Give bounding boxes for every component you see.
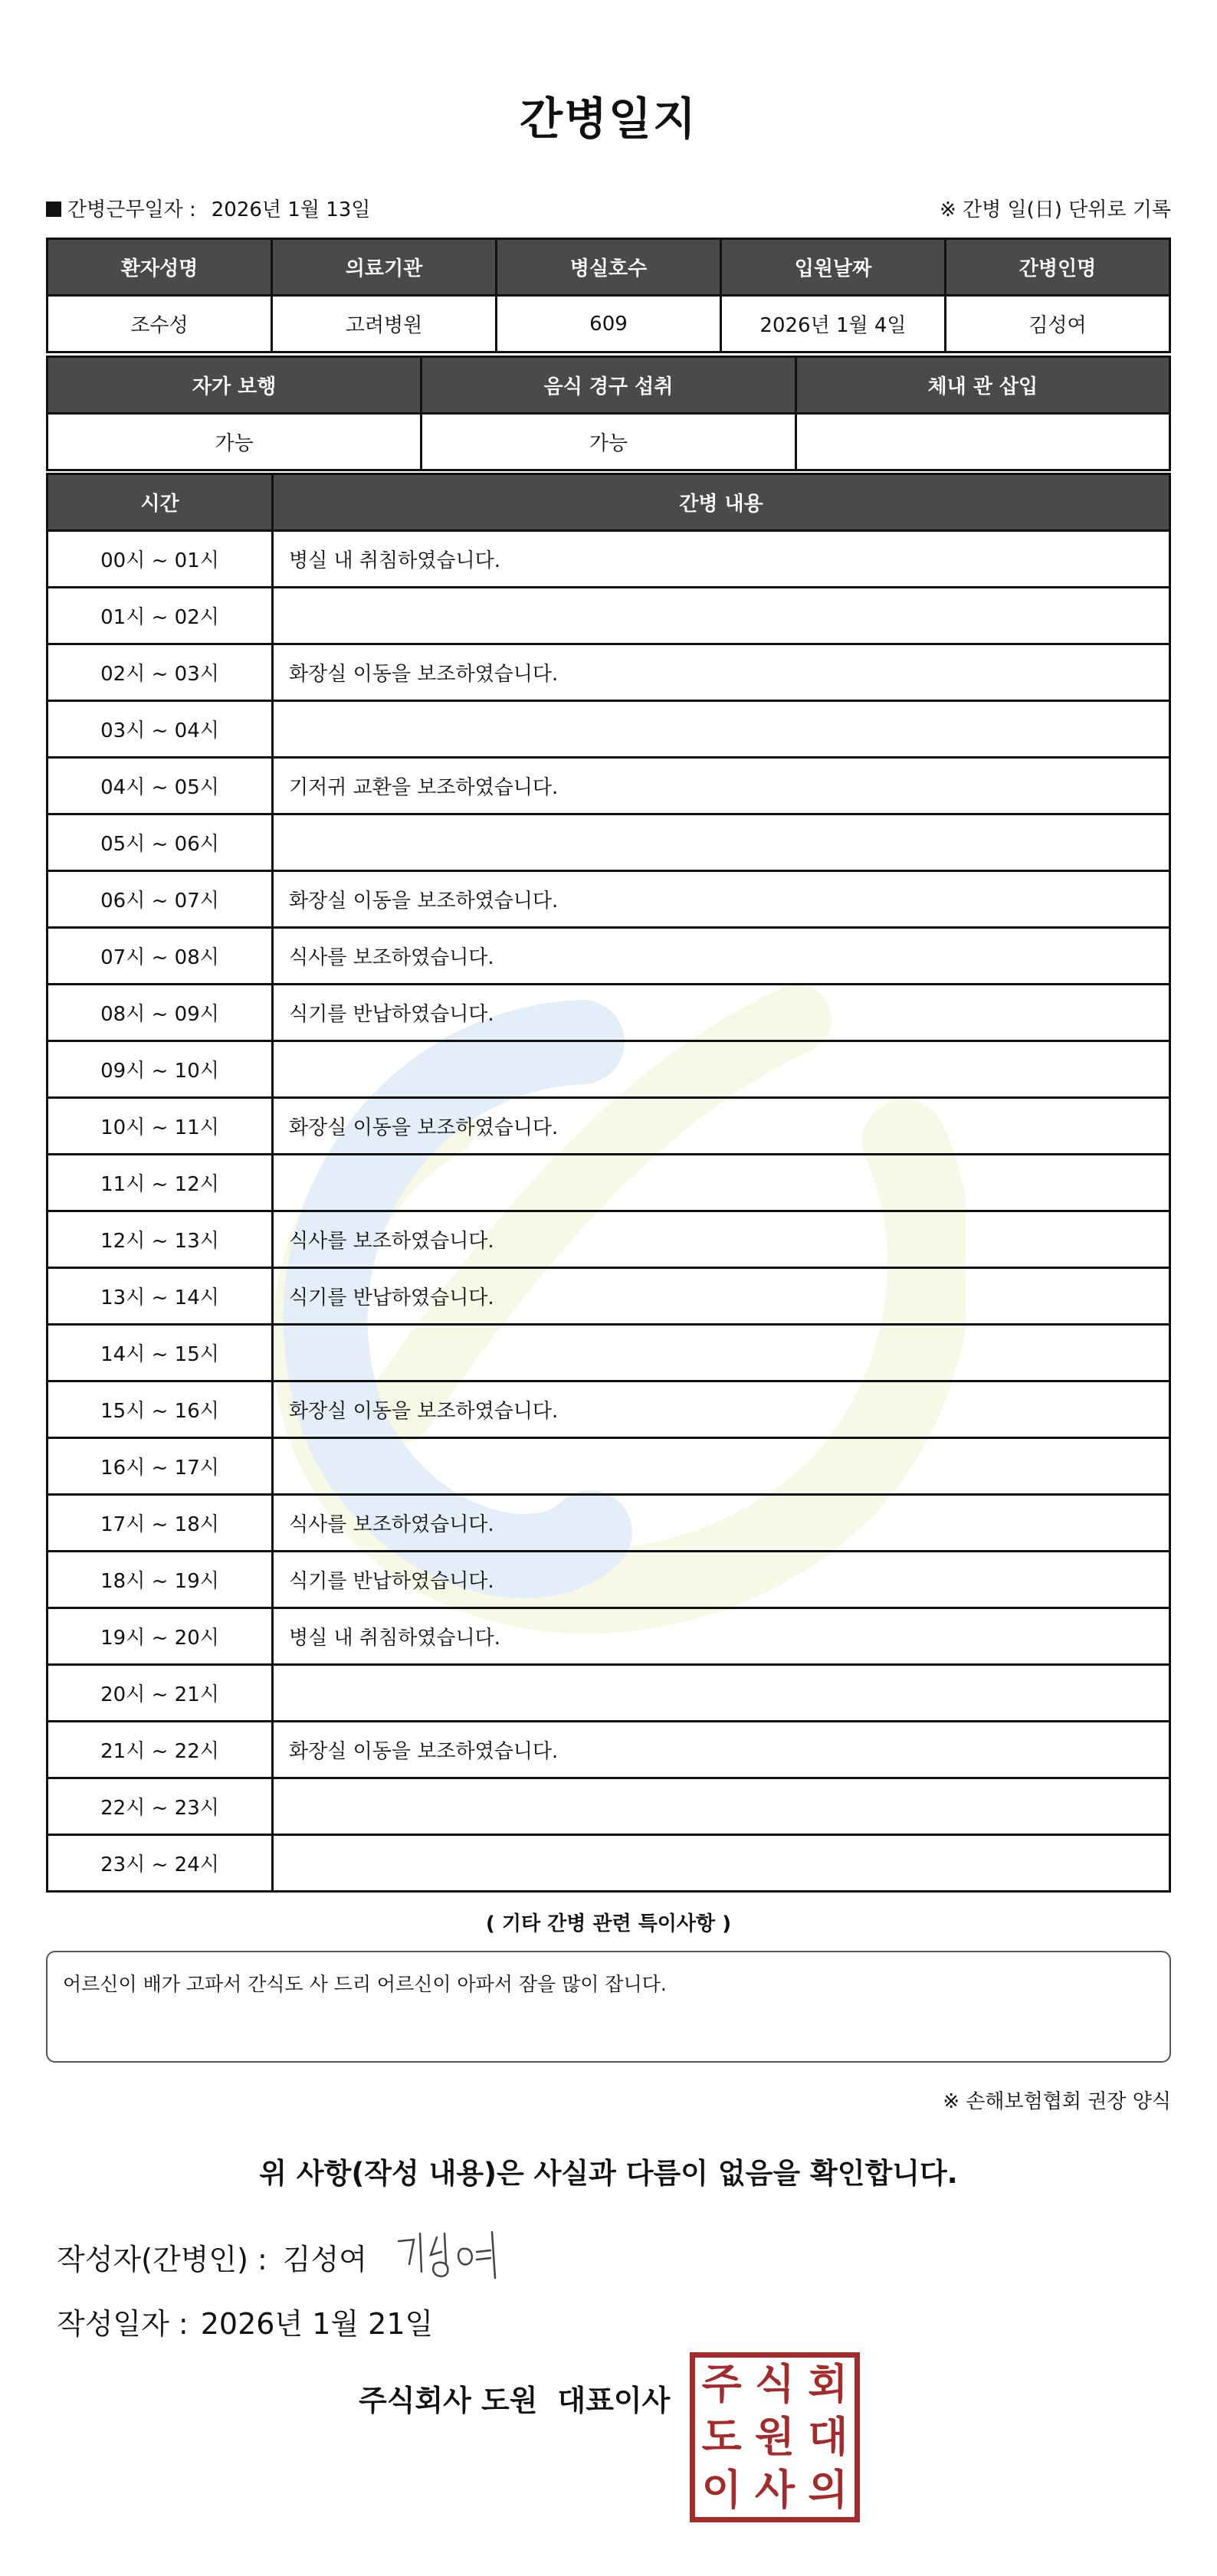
table-row <box>48 1325 1170 1381</box>
table-row <box>48 1835 1170 1892</box>
log-time-cell: 17시 ~ 18시 <box>48 1495 273 1552</box>
table-header-row <box>48 357 1170 414</box>
company-ceo-title: 대표이사 <box>557 2384 671 2417</box>
table-row <box>48 1381 1170 1438</box>
seal-character: 도 <box>701 2412 742 2461</box>
log-content-cell <box>273 814 1170 871</box>
patient-info-table <box>46 238 1171 353</box>
table-row <box>48 1722 1170 1778</box>
header-tube-insertion: 체내 관 삽입 <box>795 357 1169 414</box>
log-content-cell <box>273 1155 1170 1211</box>
table-row <box>48 414 1170 470</box>
table-row <box>48 1608 1170 1665</box>
table-row <box>48 1211 1170 1268</box>
header-care-content: 간병 내용 <box>273 474 1170 531</box>
table-row <box>48 758 1170 814</box>
log-time-cell: 00시 ~ 01시 <box>48 531 273 588</box>
log-time-cell: 23시 ~ 24시 <box>48 1835 273 1892</box>
log-time-cell: 18시 ~ 19시 <box>48 1552 273 1608</box>
confirmation-statement: 위 사항(작성 내용)은 사실과 다름이 없음을 확인합니다. <box>259 2157 958 2190</box>
log-content-cell: 화장실 이동을 보조하였습니다. <box>273 1381 1170 1438</box>
table-header-row <box>48 239 1170 296</box>
log-content-cell <box>273 588 1170 644</box>
log-time-cell: 04시 ~ 05시 <box>48 758 273 814</box>
table-row <box>48 1665 1170 1722</box>
log-time-cell: 11시 ~ 12시 <box>48 1155 273 1211</box>
document-title: 간병일지 <box>519 93 698 145</box>
table-row <box>48 1041 1170 1098</box>
table-row <box>48 644 1170 701</box>
seal-character: 식 <box>754 2359 795 2408</box>
log-content-cell <box>273 1778 1170 1835</box>
header-self-walking: 자가 보행 <box>48 357 422 414</box>
table-row <box>48 588 1170 644</box>
log-time-cell: 19시 ~ 20시 <box>48 1608 273 1665</box>
log-content-cell: 화장실 이동을 보조하였습니다. <box>273 1098 1170 1155</box>
log-content-cell: 식사를 보조하였습니다. <box>273 1211 1170 1268</box>
company-name: 주식회사 도원 <box>359 2384 538 2417</box>
handwritten-signature-icon <box>391 2218 529 2287</box>
log-content-cell: 병실 내 취침하였습니다. <box>273 1608 1170 1665</box>
work-date-label: 간병근무일자 : <box>67 198 196 221</box>
oral-intake-value: 가능 <box>422 414 795 470</box>
table-row <box>48 531 1170 588</box>
table-row <box>48 1438 1170 1495</box>
seal-character: 대 <box>808 2412 848 2461</box>
self-walking-value: 가능 <box>48 414 422 470</box>
work-date <box>46 194 370 222</box>
log-time-cell: 14시 ~ 15시 <box>48 1325 273 1381</box>
table-row <box>48 871 1170 928</box>
log-content-cell <box>273 1438 1170 1495</box>
seal-character: 회 <box>808 2359 848 2408</box>
log-time-cell: 22시 ~ 23시 <box>48 1778 273 1835</box>
table-row <box>48 1155 1170 1211</box>
header-admission-date: 입원날짜 <box>721 239 946 296</box>
seal-character: 사 <box>754 2466 795 2515</box>
table-row <box>48 1778 1170 1835</box>
table-row <box>48 1495 1170 1552</box>
log-time-cell: 16시 ~ 17시 <box>48 1438 273 1495</box>
notes-box <box>46 1951 1171 2063</box>
square-bullet-icon <box>46 202 61 217</box>
admission-date: 2026년 1월 4일 <box>721 296 946 352</box>
log-time-cell: 07시 ~ 08시 <box>48 928 273 985</box>
write-date-value: 2026년 1월 21일 <box>200 2307 434 2341</box>
table-row <box>48 1552 1170 1608</box>
seal-character: 의 <box>808 2466 848 2515</box>
table-row <box>48 1098 1170 1155</box>
log-time-cell: 21시 ~ 22시 <box>48 1722 273 1778</box>
seal-character: 원 <box>754 2412 795 2461</box>
log-time-cell: 13시 ~ 14시 <box>48 1268 273 1325</box>
notes-title: ( 기타 간병 관련 특이사항 ) <box>485 1912 732 1935</box>
log-content-cell <box>273 1665 1170 1722</box>
log-content-cell: 식기를 반납하였습니다. <box>273 1552 1170 1608</box>
notes-text: 어르신이 배가 고파서 간식도 사 드리 어르신이 아파서 잠을 많이 잡니다. <box>63 1973 667 1995</box>
log-content-cell: 식기를 반납하였습니다. <box>273 985 1170 1041</box>
log-time-cell: 01시 ~ 02시 <box>48 588 273 644</box>
log-content-cell <box>273 1835 1170 1892</box>
caregiver-name: 김성여 <box>946 296 1170 352</box>
log-time-cell: 09시 ~ 10시 <box>48 1041 273 1098</box>
header-oral-intake: 음식 경구 섭취 <box>422 357 795 414</box>
log-time-cell: 15시 ~ 16시 <box>48 1381 273 1438</box>
patient-name: 조수성 <box>48 296 272 352</box>
log-content-cell <box>273 1325 1170 1381</box>
work-date-value: 2026년 1월 13일 <box>211 198 371 221</box>
tube-insertion-value <box>795 414 1169 470</box>
header-room-number: 병실호수 <box>497 239 721 296</box>
header-hospital: 의료기관 <box>272 239 497 296</box>
hourly-care-log-table <box>46 473 1171 1893</box>
log-content-cell: 식기를 반납하였습니다. <box>273 1268 1170 1325</box>
write-date-line <box>57 2300 433 2342</box>
log-time-cell: 02시 ~ 03시 <box>48 644 273 701</box>
log-content-cell: 병실 내 취침하였습니다. <box>273 531 1170 588</box>
room-number: 609 <box>497 296 721 352</box>
writer-label: 작성자(간병인) : <box>57 2243 267 2276</box>
log-content-cell: 식사를 보조하였습니다. <box>273 928 1170 985</box>
log-content-cell: 화장실 이동을 보조하였습니다. <box>273 644 1170 701</box>
company-line <box>359 2377 670 2419</box>
record-unit-note: ※ 간병 일(日) 단위로 기록 <box>939 198 1171 221</box>
patient-ability-table <box>46 356 1171 471</box>
header-patient-name: 환자성명 <box>48 239 272 296</box>
table-row <box>48 985 1170 1041</box>
write-date-label: 작성일자 : <box>57 2307 189 2341</box>
table-row <box>48 296 1170 352</box>
log-time-cell: 05시 ~ 06시 <box>48 814 273 871</box>
log-time-cell: 12시 ~ 13시 <box>48 1211 273 1268</box>
log-content-cell: 화장실 이동을 보조하였습니다. <box>273 1722 1170 1778</box>
table-header-row <box>48 474 1170 531</box>
log-content-cell <box>273 1041 1170 1098</box>
header-time: 시간 <box>48 474 273 531</box>
log-time-cell: 20시 ~ 21시 <box>48 1665 273 1722</box>
header-caregiver-name: 간병인명 <box>946 239 1170 296</box>
recommend-note: ※ 손해보험협회 권장 양식 <box>943 2090 1171 2113</box>
table-row <box>48 928 1170 985</box>
seal-character: 주 <box>701 2359 742 2408</box>
table-row <box>48 814 1170 871</box>
hospital-name: 고려병원 <box>272 296 497 352</box>
table-row <box>48 1268 1170 1325</box>
writer-name: 김성여 <box>282 2243 367 2276</box>
writer-line <box>57 2236 367 2278</box>
log-content-cell: 화장실 이동을 보조하였습니다. <box>273 871 1170 928</box>
log-time-cell: 06시 ~ 07시 <box>48 871 273 928</box>
log-content-cell: 식사를 보조하였습니다. <box>273 1495 1170 1552</box>
log-content-cell <box>273 701 1170 758</box>
log-time-cell: 03시 ~ 04시 <box>48 701 273 758</box>
log-content-cell: 기저귀 교환을 보조하였습니다. <box>273 758 1170 814</box>
company-seal-stamp <box>690 2352 860 2522</box>
log-time-cell: 10시 ~ 11시 <box>48 1098 273 1155</box>
log-time-cell: 08시 ~ 09시 <box>48 985 273 1041</box>
table-row <box>48 701 1170 758</box>
seal-character: 이 <box>701 2466 742 2515</box>
